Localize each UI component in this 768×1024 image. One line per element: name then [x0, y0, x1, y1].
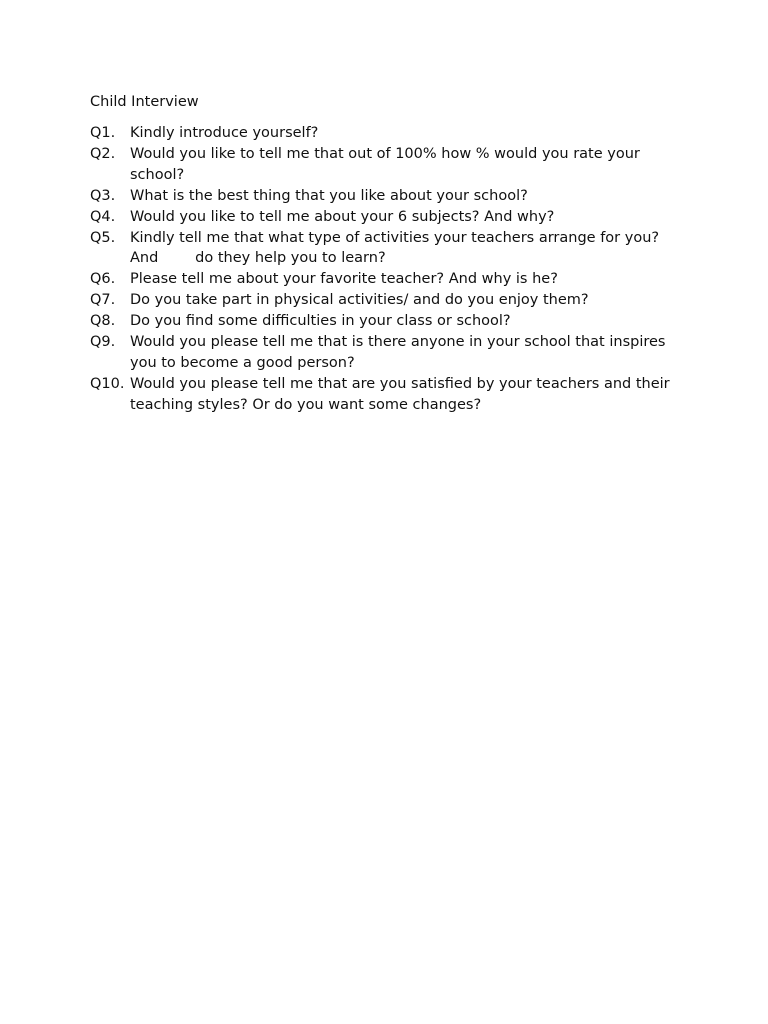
question-number: Q9. [90, 334, 116, 351]
question-item-2 [90, 144, 680, 185]
question-item-6 [90, 269, 680, 290]
question-item-3 [90, 186, 680, 207]
question-number: Q6. [90, 271, 116, 288]
question-text: Kindly tell me that what type of activities your teachers arrange for you? And do they help you to learn? [130, 229, 664, 267]
question-item-9 [90, 332, 680, 373]
question-text: What is the best thing that you like about your school? [130, 187, 528, 204]
document-title: Child Interview [90, 94, 199, 110]
question-number: Q1. [90, 125, 116, 141]
question-text: Kindly introduce yourself? [130, 125, 319, 141]
question-item-1 [90, 123, 680, 144]
question-number: Q2. [90, 146, 116, 162]
question-text: Would you like to tell me about your 6 subjects? And why? [130, 208, 555, 225]
question-number: Q3. [90, 187, 116, 204]
question-text: Do you take part in physical activities/ and do you enjoy them? [130, 292, 589, 309]
question-number: Q10. [90, 376, 125, 393]
question-text: Would you please tell me that is there anyone in your school that inspires you to become a good person? [130, 334, 671, 372]
question-text: Would you please tell me that are you satisfied by your teachers and their teaching styles? Or do you want some changes? [130, 376, 675, 413]
question-number: Q7. [90, 292, 116, 309]
question-text: Do you find some difficulties in your class or school? [130, 313, 511, 330]
question-text: Would you like to tell me that out of 100% how % would you rate your school? [130, 146, 645, 183]
question-number: Q8. [90, 313, 116, 330]
question-item-7 [90, 290, 680, 311]
question-item-10 [90, 374, 680, 415]
question-list [90, 123, 680, 416]
question-item-5 [90, 228, 680, 269]
question-item-8 [90, 311, 680, 332]
question-number: Q4. [90, 208, 116, 225]
question-item-4 [90, 207, 680, 228]
question-number: Q5. [90, 229, 116, 246]
question-text: Please tell me about your favorite teacher? And why is he? [130, 271, 558, 288]
